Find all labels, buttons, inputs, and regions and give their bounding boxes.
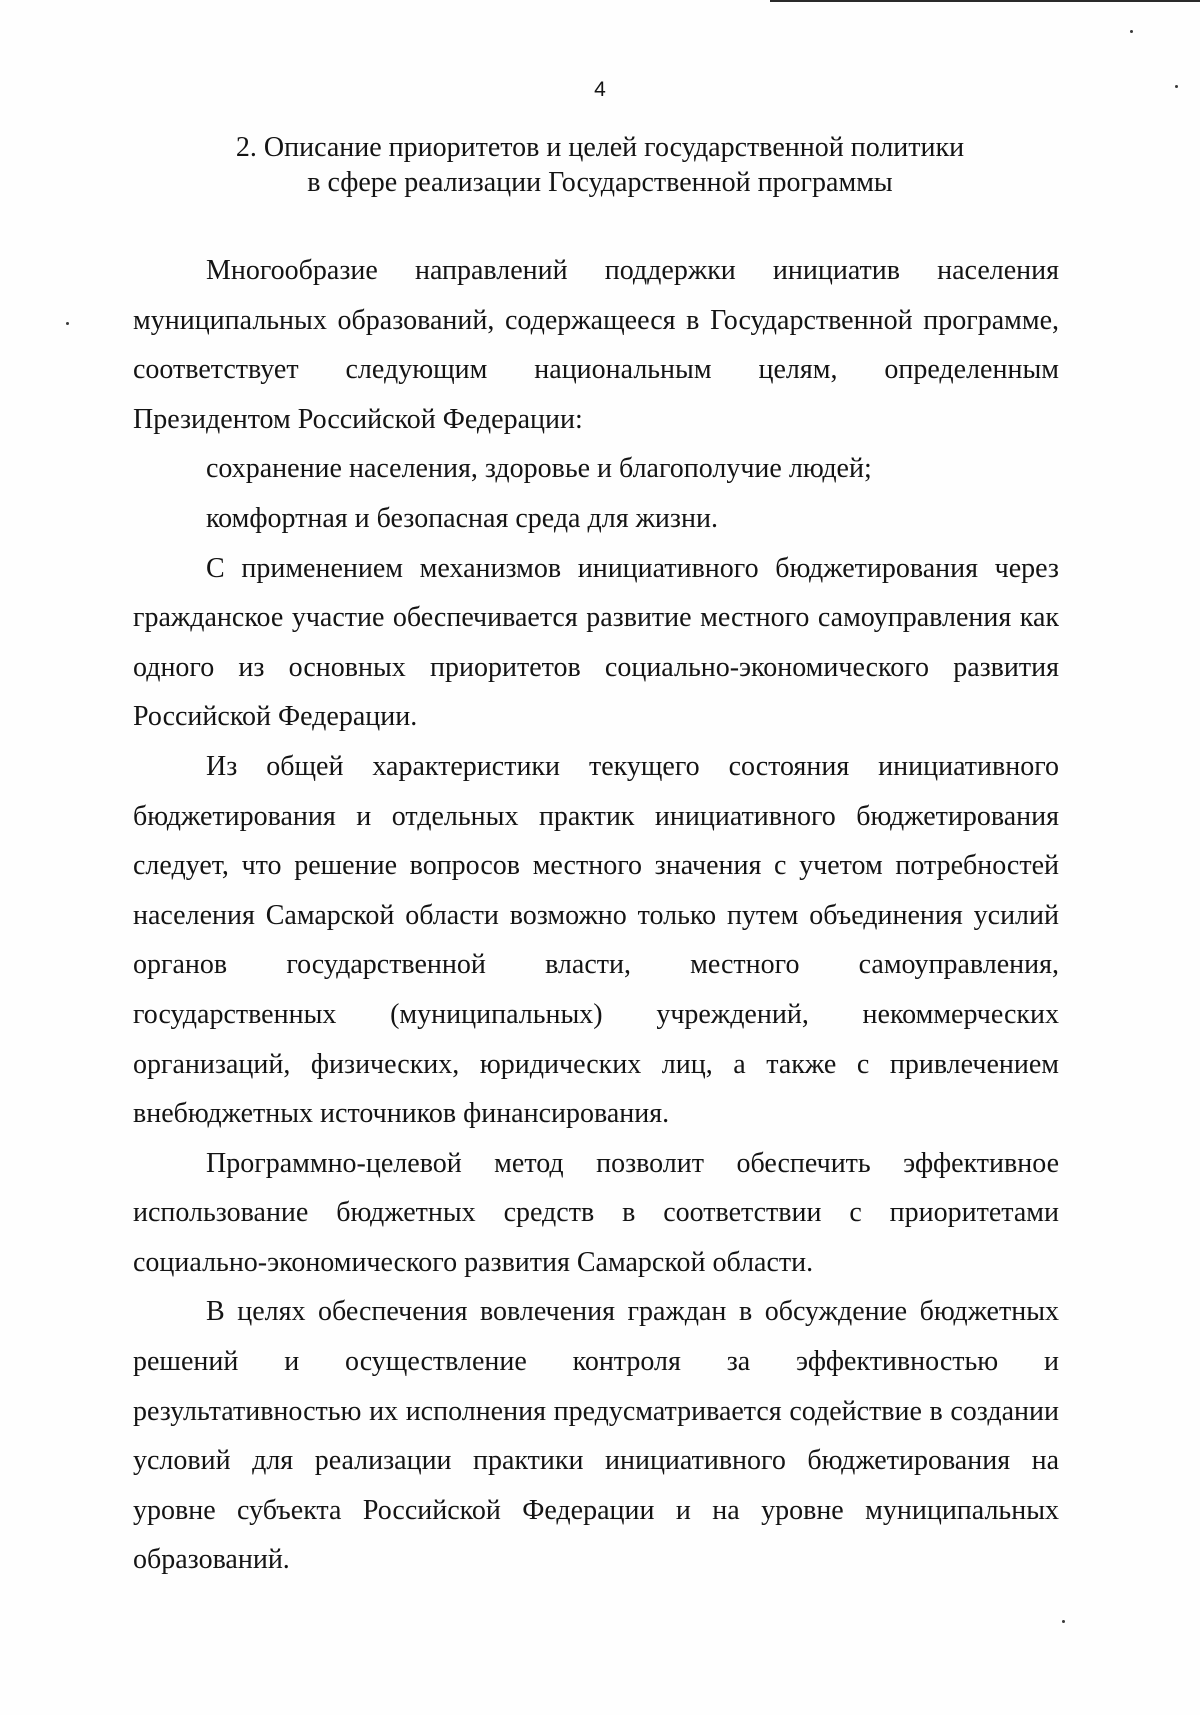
heading-line-1: 2. Описание приоритетов и целей государственной политики xyxy=(235,132,965,163)
paragraph-current-state: Из общей характеристики текущего состояния инициативного бюджетирования и отдельных практик инициативного бюджетирования следует, что решение вопросов местного значения с учетом потребностей населения Самарской области возможно только путем объединения усилий органов государственной власти, местного самоуправления, государственных (муниципальных) учреждений, некоммерческих организаций, физических, юридических лиц, а также с привлечением внебюджетных источников финансирования. xyxy=(133,750,1059,1130)
paragraph-initiative-budgeting: С применением механизмов инициативного бюджетирования через гражданское участие обеспечивается развитие местного самоуправления как одного из основных приоритетов социально-экономического развития Российской Федерации. xyxy=(133,552,1059,733)
section-heading xyxy=(130,130,1070,200)
scan-edge-line xyxy=(770,0,1200,2)
heading-line-2: в сфере реализации Государственной программы xyxy=(307,167,893,198)
scan-speck xyxy=(1062,1620,1065,1623)
page-number: 4 xyxy=(594,78,606,101)
paragraph-national-goals: Многообразие направлений поддержки инициатив населения муниципальных образований, содержащееся в Государственной программе, соответствует следующим национальным целям, определенным Президентом Российской Федерации: xyxy=(133,255,1059,435)
list-item-population: сохранение населения, здоровье и благополучие людей; xyxy=(206,453,872,485)
paragraph-citizen-involvement: В целях обеспечения вовлечения граждан в обсуждение бюджетных решений и осуществление контроля за эффективностью и результативностью их исполнения предусматривается содействие в создании условий для реализации практики инициативного бюджетирования на уровне субъекта Российской Федерации и на уровне муниципальных образований. xyxy=(133,1296,1059,1576)
list-item-environment: комфортная и безопасная среда для жизни. xyxy=(206,502,718,534)
paragraph-program-method: Программно-целевой метод позволит обеспечить эффективное использование бюджетных средств в соответствии с приоритетами социально-экономического развития Самарской области. xyxy=(133,1147,1059,1278)
scan-speck xyxy=(66,322,69,325)
document-body xyxy=(133,246,1059,1585)
scan-speck xyxy=(1130,30,1133,33)
